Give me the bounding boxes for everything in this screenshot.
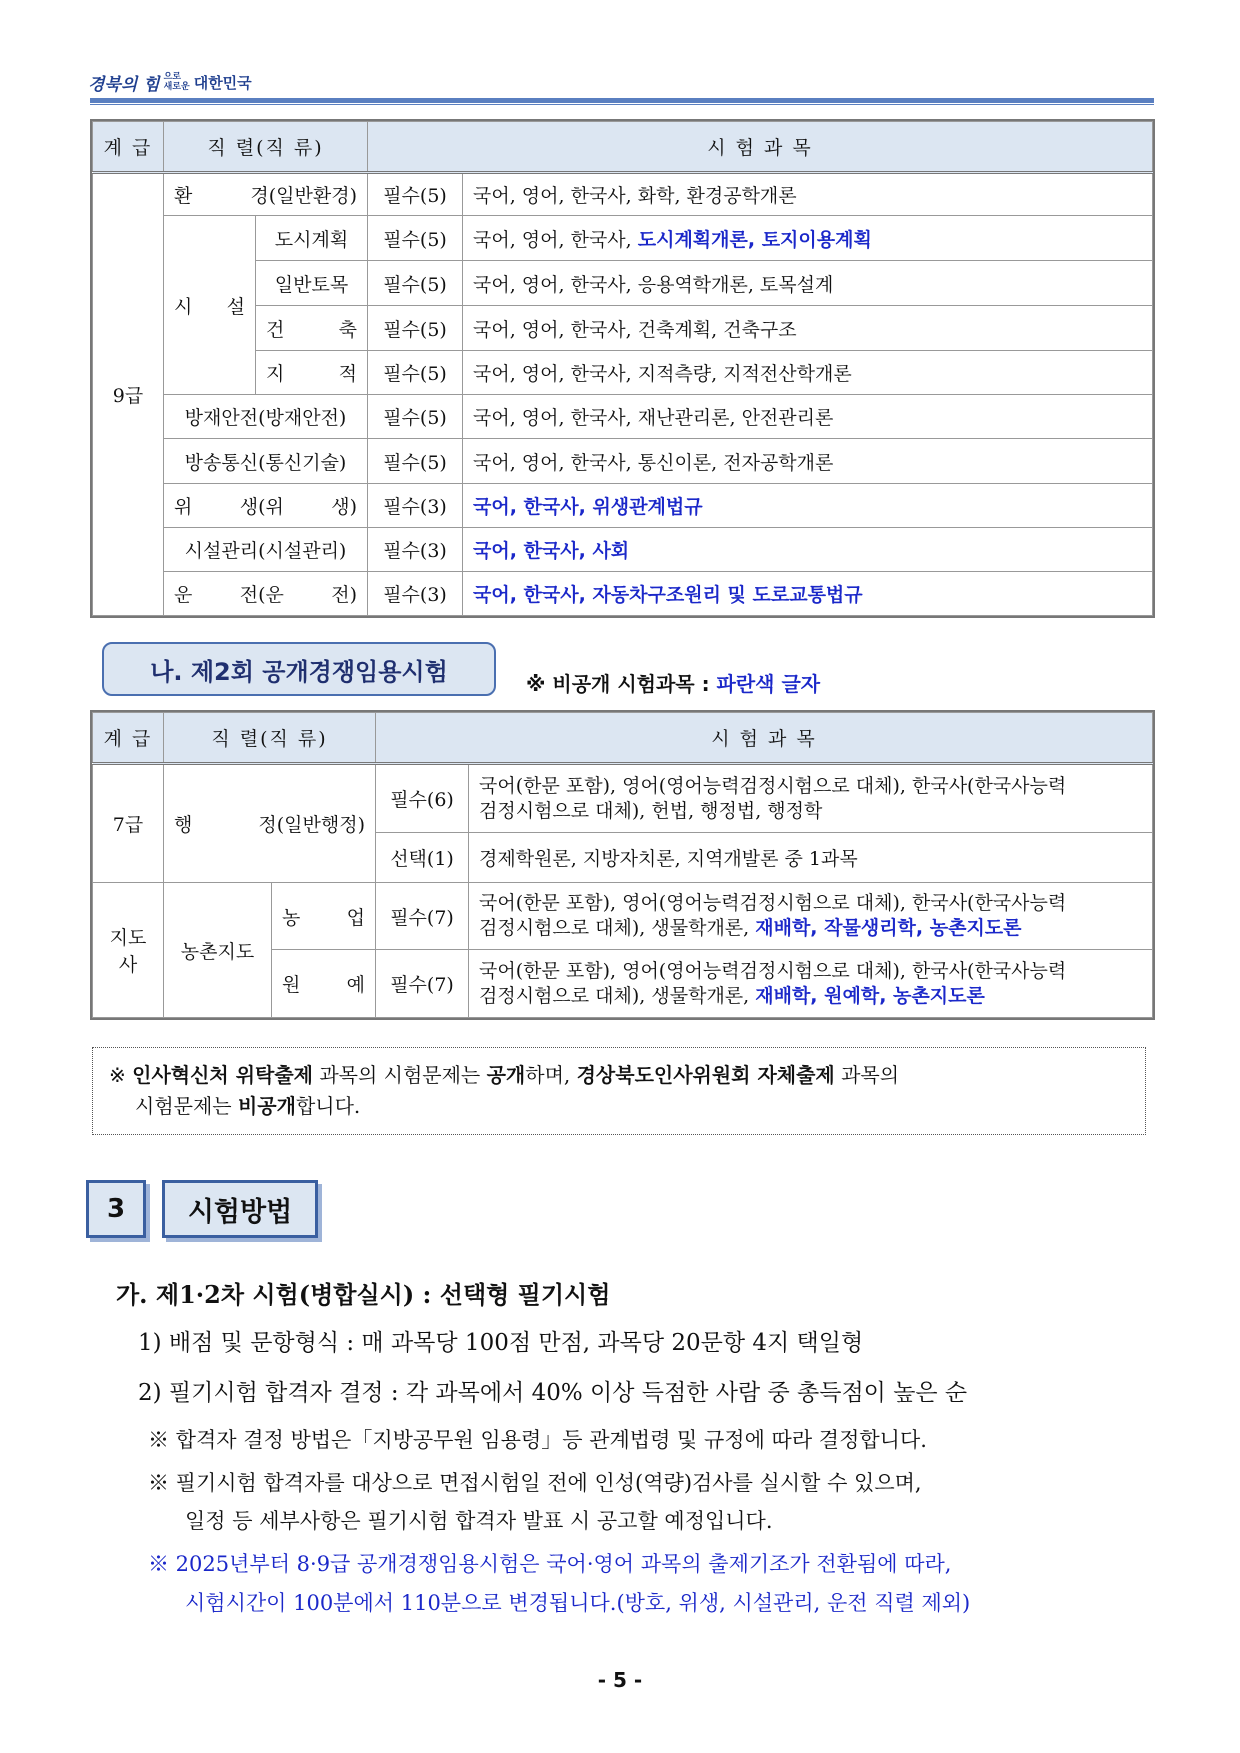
- grade-cell: 지도사: [93, 883, 164, 1018]
- series-cell: 도시계획: [256, 216, 368, 261]
- optional-count: 선택(1): [376, 833, 469, 883]
- subjects-cell: 국어, 영어, 한국사, 응용역학개론, 토목설계: [463, 261, 1153, 306]
- required-count: 필수(5): [368, 261, 463, 306]
- required-count: 필수(3): [368, 528, 463, 572]
- logo-stack: [164, 72, 190, 92]
- logo-text: 경북의 힘: [88, 74, 160, 95]
- subseries-cell: 원 예: [272, 950, 376, 1018]
- required-count: 필수(5): [368, 439, 463, 484]
- subjects-cell: 국어(한문 포함), 영어(영어능력검정시험으로 대체), 한국사(한국사능력 검정시험으로 대체), 생물학개론, 재배학, 작물생리학, 농촌지도론: [469, 883, 1153, 950]
- subjects-cell: 국어, 한국사, 사회: [463, 528, 1153, 572]
- required-count: 필수(5): [368, 351, 463, 395]
- series-cell: 일반토목: [256, 261, 368, 306]
- series-cell: 지 적: [256, 351, 368, 395]
- series-cell: 시설관리(시설관리): [164, 528, 368, 572]
- header-grade: 계 급: [93, 713, 164, 764]
- required-count: 필수(7): [376, 883, 469, 950]
- subjects-cell: 국어, 영어, 한국사, 통신이론, 전자공학개론: [463, 439, 1153, 484]
- note-text: ※ 필기시험 합격자를 대상으로 면접시험일 전에 인성(역량)검사를 실시할 수 있으며,: [148, 1471, 922, 1495]
- required-count: 필수(3): [368, 484, 463, 528]
- required-count: 필수(5): [368, 216, 463, 261]
- required-count: 필수(6): [376, 764, 469, 833]
- required-count: 필수(5): [368, 395, 463, 439]
- subjects-cell: 국어, 영어, 한국사, 화학, 환경공학개론: [463, 173, 1153, 216]
- series-cell: 운 전(운 전): [164, 572, 368, 616]
- subjects-cell: 국어, 영어, 한국사, 지적측량, 지적전산학개론: [463, 351, 1153, 395]
- series-cell: 농촌지도: [164, 883, 272, 1018]
- series-cell: 건 축: [256, 306, 368, 351]
- required-count: 필수(3): [368, 572, 463, 616]
- header-rule-thin: [90, 104, 1154, 105]
- required-count: 필수(7): [376, 950, 469, 1018]
- note-text: ※ 합격자 결정 방법은「지방공무원 임용령」등 관계법령 및 규정에 따라 결정합니다.: [148, 1428, 927, 1452]
- logo: [88, 66, 252, 98]
- notice-line: 시험문제는 비공개합니다.: [135, 1094, 361, 1118]
- notice-box: [92, 1047, 1146, 1135]
- subjects-cell: 경제학원론, 지방자치론, 지역개발론 중 1과목: [469, 833, 1153, 883]
- subject-table-7: [92, 712, 1153, 1018]
- logo-text: 으로: [163, 72, 181, 82]
- note-text-blue: ※ 2025년부터 8·9급 공개경쟁임용시험은 국어·영어 과목의 출제기조가 전환됨에 따라,: [148, 1552, 952, 1576]
- series-cell: 위 생(위 생): [164, 484, 368, 528]
- subjects-cell: 국어(한문 포함), 영어(영어능력검정시험으로 대체), 한국사(한국사능력 검정시험으로 대체), 헌법, 행정법, 행정학: [469, 764, 1153, 833]
- section-title: 시험방법: [162, 1180, 318, 1238]
- header-series: 직 렬(직 류): [164, 713, 376, 764]
- subjects-cell: 국어, 영어, 한국사, 건축계획, 건축구조: [463, 306, 1153, 351]
- subjects-cell: 국어, 영어, 한국사, 도시계획개론, 토지이용계획: [463, 216, 1153, 261]
- logo-text: 새로운: [163, 82, 190, 92]
- subseries-cell: 농 업: [272, 883, 376, 950]
- header-grade: 계 급: [93, 122, 164, 173]
- notice-line: ※ 인사혁신처 위탁출제 과목의 시험문제는 공개하며, 경상북도인사위원회 자체출제 과목의: [109, 1063, 900, 1087]
- series-cell: 방송통신(통신기술): [164, 439, 368, 484]
- note-text-blue: 시험시간이 100분에서 110분으로 변경됩니다.(방호, 위생, 시설관리, 운전 직렬 제외): [185, 1591, 971, 1615]
- subject-table-9: [92, 121, 1153, 616]
- section-title-tab: 나. 제2회 공개경쟁임용시험: [102, 642, 496, 696]
- section-note: ※ 비공개 시험과목 : 파란색 글자: [526, 672, 821, 696]
- logo-text: 대한민국: [193, 73, 252, 92]
- header-subjects: 시 험 과 목: [368, 122, 1153, 173]
- page-number: - 5 -: [597, 1668, 643, 1692]
- series-cell: 환 경(일반환경): [164, 173, 368, 216]
- list-item: 1) 배점 및 문항형식 : 매 과목당 100점 만점, 과목당 20문항 4지 택일형: [138, 1330, 864, 1356]
- header-subjects: 시 험 과 목: [376, 713, 1153, 764]
- series-cell: 방재안전(방재안전): [164, 395, 368, 439]
- grade-cell: 9급: [93, 173, 164, 616]
- subjects-cell: 국어, 영어, 한국사, 재난관리론, 안전관리론: [463, 395, 1153, 439]
- subheading: 가. 제1·2차 시험(병합실시) : 선택형 필기시험: [116, 1280, 611, 1309]
- required-count: 필수(5): [368, 173, 463, 216]
- subjects-cell: 국어, 한국사, 자동차구조원리 및 도로교통법규: [463, 572, 1153, 616]
- section-number: 3: [86, 1180, 146, 1238]
- note-text: 일정 등 세부사항은 필기시험 합격자 발표 시 공고할 예정입니다.: [185, 1509, 773, 1533]
- subjects-cell: 국어, 한국사, 위생관계법규: [463, 484, 1153, 528]
- facility-group-cell: 시 설: [164, 216, 256, 395]
- header-rule: [90, 98, 1154, 103]
- grade-cell: 7급: [93, 764, 164, 883]
- list-item: 2) 필기시험 합격자 결정 : 각 과목에서 40% 이상 득점한 사람 중 총득점이 높은 순: [138, 1380, 968, 1406]
- series-cell: 행 정(일반행정): [164, 764, 376, 883]
- subjects-cell: 국어(한문 포함), 영어(영어능력검정시험으로 대체), 한국사(한국사능력 검정시험으로 대체), 생물학개론, 재배학, 원예학, 농촌지도론: [469, 950, 1153, 1018]
- header-series: 직 렬(직 류): [164, 122, 368, 173]
- required-count: 필수(5): [368, 306, 463, 351]
